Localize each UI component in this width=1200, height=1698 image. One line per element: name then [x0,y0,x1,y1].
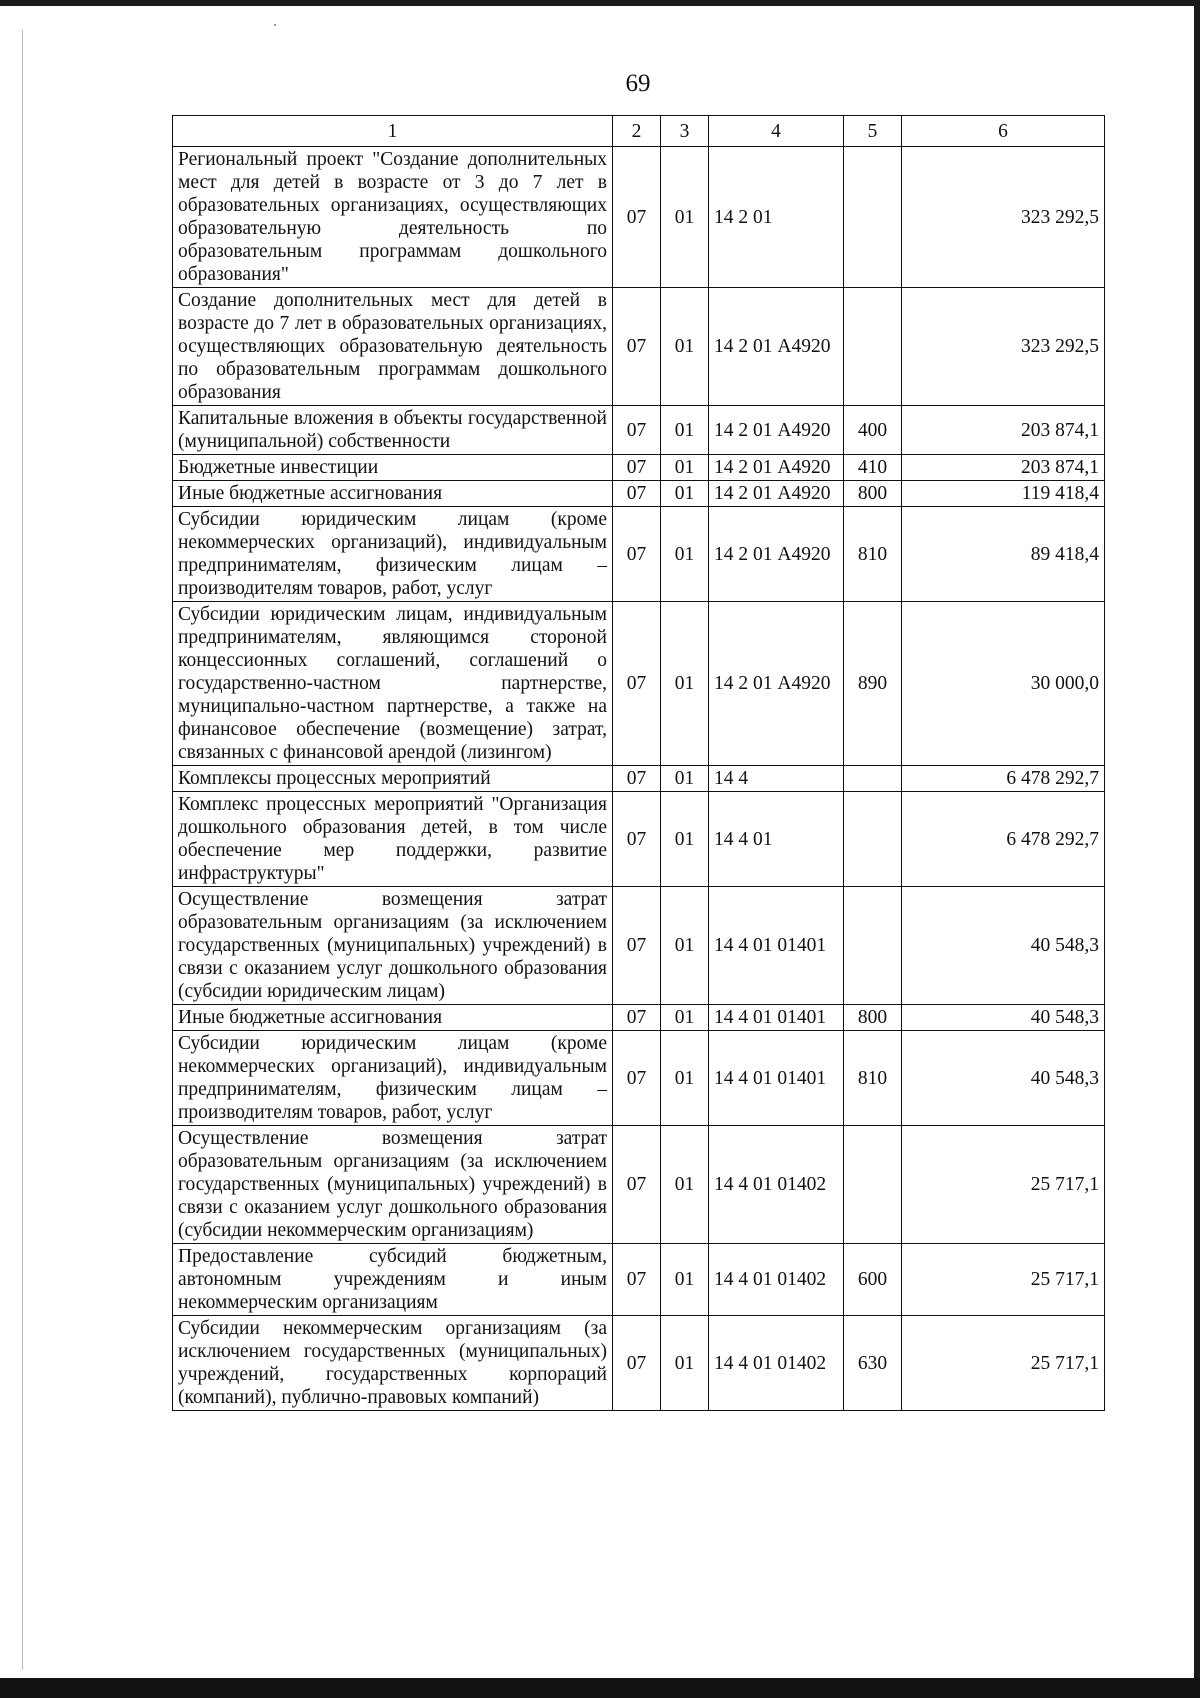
row-sum-cell: 25 717,1 [902,1126,1105,1244]
scan-border-top [0,0,1200,6]
row-subsection-cell: 01 [661,1316,709,1411]
scan-border-right [1194,0,1200,1698]
header-col-5: 5 [844,116,902,147]
row-section-cell: 07 [613,1316,661,1411]
row-sum-cell: 89 418,4 [902,507,1105,602]
row-expense-type-cell [844,766,902,792]
row-subsection-cell: 01 [661,1126,709,1244]
table-row [173,1316,1105,1411]
row-name-cell: Субсидии юридическим лицам (кроме некоммерческих организаций), индивидуальным предпринимателям, физическим лицам – производителям товаров, работ, услуг [173,507,613,602]
row-subsection-cell: 01 [661,602,709,766]
row-subsection-cell: 01 [661,455,709,481]
row-sum-cell: 119 418,4 [902,481,1105,507]
table-header-row [173,116,1105,147]
row-target-article-cell: 14 4 01 01401 [709,887,844,1005]
row-subsection-cell: 01 [661,481,709,507]
row-target-article-cell: 14 2 01 А4920 [709,288,844,406]
row-section-cell: 07 [613,887,661,1005]
row-name-cell: Комплексы процессных мероприятий [173,766,613,792]
row-subsection-cell: 01 [661,1031,709,1126]
row-target-article-cell: 14 4 01 01402 [709,1316,844,1411]
header-col-3: 3 [661,116,709,147]
row-sum-cell: 203 874,1 [902,455,1105,481]
row-name-cell: Осуществление возмещения затрат образовательным организациям (за исключением государственных (муниципальных) учреждений) в связи с оказанием услуг дошкольного образования (субсидии юридическим лицам) [173,887,613,1005]
header-col-1: 1 [173,116,613,147]
row-target-article-cell: 14 2 01 [709,147,844,288]
scan-fold-line [22,30,23,1670]
row-name-cell: Капитальные вложения в объекты государственной (муниципальной) собственности [173,406,613,455]
row-sum-cell: 323 292,5 [902,288,1105,406]
header-col-6: 6 [902,116,1105,147]
scan-speck [274,24,276,26]
table-row [173,1244,1105,1316]
row-target-article-cell: 14 4 01 01401 [709,1005,844,1031]
row-section-cell: 07 [613,455,661,481]
row-section-cell: 07 [613,406,661,455]
row-sum-cell: 40 548,3 [902,887,1105,1005]
row-name-cell: Комплекс процессных мероприятий "Организация дошкольного образования детей, в том числе обеспечение мер поддержки, развитие инфраструктуры" [173,792,613,887]
row-expense-type-cell: 410 [844,455,902,481]
row-expense-type-cell [844,1126,902,1244]
table-row [173,1005,1105,1031]
row-target-article-cell: 14 4 01 01402 [709,1126,844,1244]
row-section-cell: 07 [613,288,661,406]
row-expense-type-cell: 810 [844,507,902,602]
row-section-cell: 07 [613,481,661,507]
row-subsection-cell: 01 [661,406,709,455]
row-expense-type-cell [844,288,902,406]
row-name-cell: Осуществление возмещения затрат образовательным организациям (за исключением государственных (муниципальных) учреждений) в связи с оказанием услуг дошкольного образования (субсидии некоммерческим организациям) [173,1126,613,1244]
row-expense-type-cell: 600 [844,1244,902,1316]
table-row [173,1031,1105,1126]
table-row [173,507,1105,602]
row-sum-cell: 323 292,5 [902,147,1105,288]
row-expense-type-cell [844,887,902,1005]
row-subsection-cell: 01 [661,1005,709,1031]
table-row [173,288,1105,406]
budget-table [172,115,1105,1411]
table-row [173,406,1105,455]
row-expense-type-cell: 810 [844,1031,902,1126]
header-col-4: 4 [709,116,844,147]
header-col-2: 2 [613,116,661,147]
row-section-cell: 07 [613,1244,661,1316]
row-expense-type-cell: 800 [844,1005,902,1031]
row-expense-type-cell: 890 [844,602,902,766]
row-sum-cell: 203 874,1 [902,406,1105,455]
table-row [173,147,1105,288]
table-row [173,1126,1105,1244]
row-target-article-cell: 14 2 01 А4920 [709,455,844,481]
row-name-cell: Создание дополнительных мест для детей в возрасте до 7 лет в образовательных организациях, осуществляющих образовательную деятельность по образовательным программам дошкольного образования [173,288,613,406]
row-section-cell: 07 [613,792,661,887]
row-name-cell: Иные бюджетные ассигнования [173,1005,613,1031]
row-section-cell: 07 [613,1126,661,1244]
row-target-article-cell: 14 4 01 01401 [709,1031,844,1126]
row-section-cell: 07 [613,147,661,288]
row-name-cell: Субсидии юридическим лицам (кроме некоммерческих организаций), индивидуальным предпринимателям, физическим лицам – производителям товаров, работ, услуг [173,1031,613,1126]
row-sum-cell: 25 717,1 [902,1244,1105,1316]
row-target-article-cell: 14 2 01 А4920 [709,406,844,455]
row-sum-cell: 30 000,0 [902,602,1105,766]
row-sum-cell: 40 548,3 [902,1005,1105,1031]
row-name-cell: Бюджетные инвестиции [173,455,613,481]
row-target-article-cell: 14 2 01 А4920 [709,507,844,602]
row-expense-type-cell: 400 [844,406,902,455]
row-target-article-cell: 14 2 01 А4920 [709,602,844,766]
table-row [173,602,1105,766]
table-row [173,766,1105,792]
row-target-article-cell: 14 4 [709,766,844,792]
row-sum-cell: 40 548,3 [902,1031,1105,1126]
row-expense-type-cell: 800 [844,481,902,507]
row-name-cell: Субсидии юридическим лицам, индивидуальным предпринимателям, являющимся стороной концессионных соглашений, соглашений о государственно-частном партнерстве, муниципально-частном партнерстве, а также на финансовое обеспечение (возмещение) затрат, связанных с финансовой арендой (лизингом) [173,602,613,766]
row-subsection-cell: 01 [661,766,709,792]
row-target-article-cell: 14 4 01 01402 [709,1244,844,1316]
table-row [173,887,1105,1005]
row-name-cell: Предоставление субсидий бюджетным, автономным учреждениям и иным некоммерческим организациям [173,1244,613,1316]
row-subsection-cell: 01 [661,887,709,1005]
row-expense-type-cell [844,147,902,288]
row-subsection-cell: 01 [661,288,709,406]
row-subsection-cell: 01 [661,147,709,288]
row-sum-cell: 6 478 292,7 [902,792,1105,887]
table-row [173,481,1105,507]
table-row [173,455,1105,481]
row-name-cell: Региональный проект "Создание дополнительных мест для детей в возрасте от 3 до 7 лет в образовательных организациях, осуществляющих образовательную деятельность по образовательным программам дошкольного образования" [173,147,613,288]
row-target-article-cell: 14 4 01 [709,792,844,887]
row-subsection-cell: 01 [661,507,709,602]
row-sum-cell: 25 717,1 [902,1316,1105,1411]
row-section-cell: 07 [613,1031,661,1126]
row-name-cell: Иные бюджетные ассигнования [173,481,613,507]
row-name-cell: Субсидии некоммерческим организациям (за исключением государственных (муниципальных) учреждений, государственных корпораций (компаний), публично-правовых компаний) [173,1316,613,1411]
row-expense-type-cell: 630 [844,1316,902,1411]
row-section-cell: 07 [613,507,661,602]
row-expense-type-cell [844,792,902,887]
row-section-cell: 07 [613,766,661,792]
row-sum-cell: 6 478 292,7 [902,766,1105,792]
row-section-cell: 07 [613,1005,661,1031]
row-subsection-cell: 01 [661,792,709,887]
page-number: 69 [625,70,651,97]
scan-border-bottom [0,1678,1200,1698]
row-section-cell: 07 [613,602,661,766]
row-subsection-cell: 01 [661,1244,709,1316]
row-target-article-cell: 14 2 01 А4920 [709,481,844,507]
table-row [173,792,1105,887]
